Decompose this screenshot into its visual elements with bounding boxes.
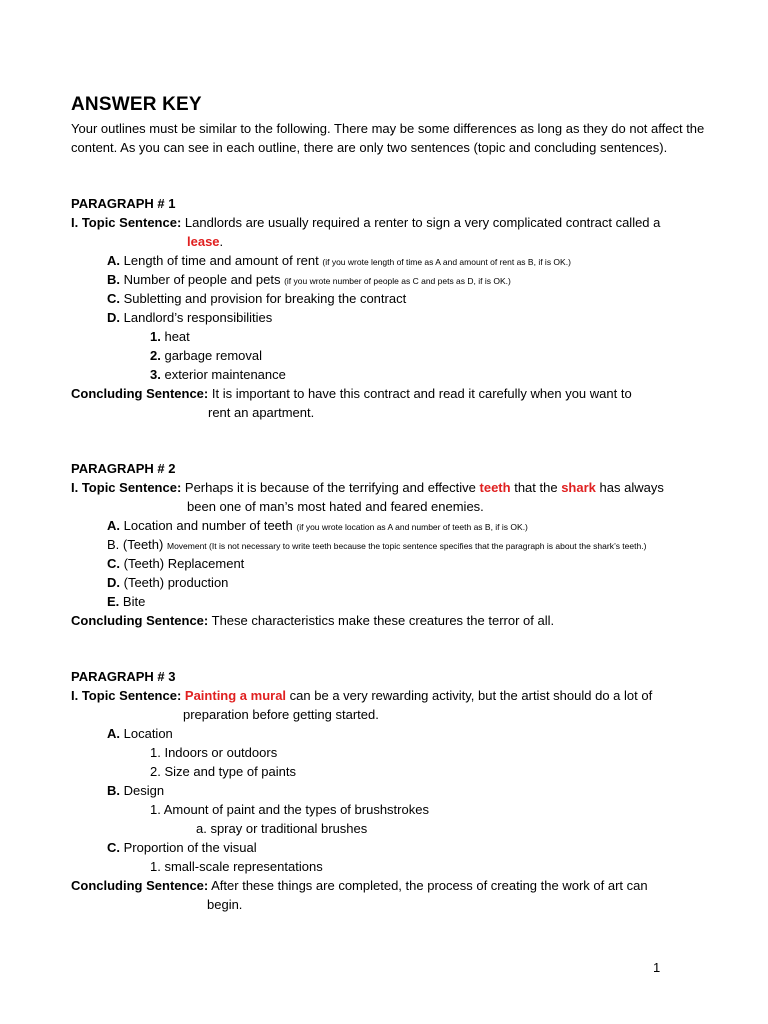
outline-subitem-a2: 2. Size and type of paints xyxy=(150,764,296,779)
keyword-highlight: Painting a mural xyxy=(184,688,287,703)
outline-item-a xyxy=(107,251,571,272)
concluding-sentence-line xyxy=(71,876,648,895)
outline-item-a xyxy=(107,724,173,743)
outline-marker: D. xyxy=(107,310,120,325)
outline-subitem-c1: 1. small-scale representations xyxy=(150,859,323,874)
page-number: 1 xyxy=(653,960,661,975)
outline-note: (if you wrote location as A and number of teeth as B, if is OK.) xyxy=(296,522,528,532)
topic-text: Perhaps it is because of the terrifying and effective xyxy=(184,480,476,495)
outline-marker: A. xyxy=(107,253,120,268)
topic-label: I. Topic Sentence: xyxy=(71,215,182,230)
outline-note: Movement (It is not necessary to write teeth because the topic sentence specifies that the paragraph is about the shark’s teeth.) xyxy=(166,541,647,551)
paragraph-1-topic-line-2 xyxy=(187,232,223,251)
topic-end: . xyxy=(219,234,224,249)
outline-marker: C. xyxy=(107,556,120,571)
outline-text: (Teeth) production xyxy=(123,575,229,590)
outline-text: Location xyxy=(123,726,173,741)
concluding-text: These characteristics make these creatures the terror of all. xyxy=(211,613,555,628)
paragraph-2-topic-line-2: been one of man’s most hated and feared enemies. xyxy=(187,499,484,514)
outline-item-c xyxy=(107,838,257,857)
keyword-highlight: shark xyxy=(561,480,596,495)
outline-item-b xyxy=(107,535,646,556)
paragraph-3-topic-line-2: preparation before getting started. xyxy=(183,707,379,722)
concluding-sentence-line xyxy=(71,611,554,630)
outline-marker: E. xyxy=(107,594,120,609)
outline-text: Bite xyxy=(122,594,146,609)
outline-text: Length of time and amount of rent xyxy=(123,253,319,268)
topic-text: can be a very rewarding activity, but the artist should do a lot of xyxy=(289,688,653,703)
topic-text: that the xyxy=(514,480,558,495)
page-title: ANSWER KEY xyxy=(71,94,202,115)
keyword-highlight: teeth xyxy=(479,480,511,495)
outline-marker: B. xyxy=(107,272,120,287)
paragraph-2-heading: PARAGRAPH # 2 xyxy=(71,461,176,476)
outline-note: (if you wrote length of time as A and amount of rent as B, if is OK.) xyxy=(322,257,571,267)
intro-paragraph: Your outlines must be similar to the following. There may be some differences as long as they do not affect the content. As you can see in each outline, there are only two sentences (topic and concluding sentences). xyxy=(71,121,705,155)
outline-marker: B. xyxy=(107,783,120,798)
paragraph-3-topic-line xyxy=(71,686,652,705)
outline-text: exterior maintenance xyxy=(164,367,286,382)
paragraph-2-topic-line xyxy=(71,478,664,497)
outline-marker: C. xyxy=(107,291,120,306)
outline-item-a xyxy=(107,516,528,537)
concluding-label: Concluding Sentence: xyxy=(71,386,209,401)
paragraph-3-heading: PARAGRAPH # 3 xyxy=(71,669,176,684)
outline-item-d xyxy=(107,308,272,327)
outline-item-d xyxy=(107,573,228,592)
concluding-label: Concluding Sentence: xyxy=(71,878,209,893)
outline-text: Proportion of the visual xyxy=(123,840,257,855)
outline-item-b xyxy=(107,270,511,291)
concluding-text: After these things are completed, the process of creating the work of art can xyxy=(211,878,648,893)
concluding-sentence-line-2: rent an apartment. xyxy=(208,405,315,420)
outline-text: Location and number of teeth xyxy=(123,518,293,533)
concluding-label: Concluding Sentence: xyxy=(71,613,209,628)
topic-text: Landlords are usually required a renter to sign a very complicated contract called a xyxy=(184,215,661,230)
outline-marker: A. xyxy=(107,726,120,741)
outline-note: (if you wrote number of people as C and pets as D, if is OK.) xyxy=(284,276,511,286)
outline-text: Landlord’s responsibilities xyxy=(123,310,273,325)
topic-text: has always xyxy=(599,480,664,495)
outline-marker: 2. xyxy=(150,348,161,363)
outline-text: B. (Teeth) xyxy=(107,537,164,552)
outline-text: heat xyxy=(164,329,190,344)
keyword-highlight: lease xyxy=(187,234,220,249)
outline-subitem-3 xyxy=(150,365,286,384)
paragraph-1-heading: PARAGRAPH # 1 xyxy=(71,196,176,211)
topic-label: I. Topic Sentence: xyxy=(71,688,182,703)
outline-text: garbage removal xyxy=(164,348,263,363)
concluding-sentence-line-2: begin. xyxy=(207,897,243,912)
outline-subitem-2 xyxy=(150,346,262,365)
outline-text: Design xyxy=(123,783,165,798)
outline-marker: C. xyxy=(107,840,120,855)
outline-text: Number of people and pets xyxy=(123,272,281,287)
outline-item-c xyxy=(107,289,406,308)
paragraph-1-topic-line xyxy=(71,213,660,232)
outline-marker: A. xyxy=(107,518,120,533)
outline-text: Subletting and provision for breaking the contract xyxy=(123,291,407,306)
outline-subitem-1 xyxy=(150,327,190,346)
concluding-sentence-line xyxy=(71,384,632,403)
outline-subitem-a1: 1. Indoors or outdoors xyxy=(150,745,278,760)
outline-marker: 1. xyxy=(150,329,161,344)
outline-item-c xyxy=(107,554,244,573)
concluding-text: It is important to have this contract and read it carefully when you want to xyxy=(211,386,632,401)
outline-marker: 3. xyxy=(150,367,161,382)
outline-item-e xyxy=(107,592,145,611)
outline-item-b xyxy=(107,781,164,800)
topic-label: I. Topic Sentence: xyxy=(71,480,182,495)
outline-subitem-b1: 1. Amount of paint and the types of brushstrokes xyxy=(150,802,429,817)
outline-text: (Teeth) Replacement xyxy=(123,556,245,571)
outline-marker: D. xyxy=(107,575,120,590)
outline-subitem-b1a: a. spray or traditional brushes xyxy=(196,821,368,836)
